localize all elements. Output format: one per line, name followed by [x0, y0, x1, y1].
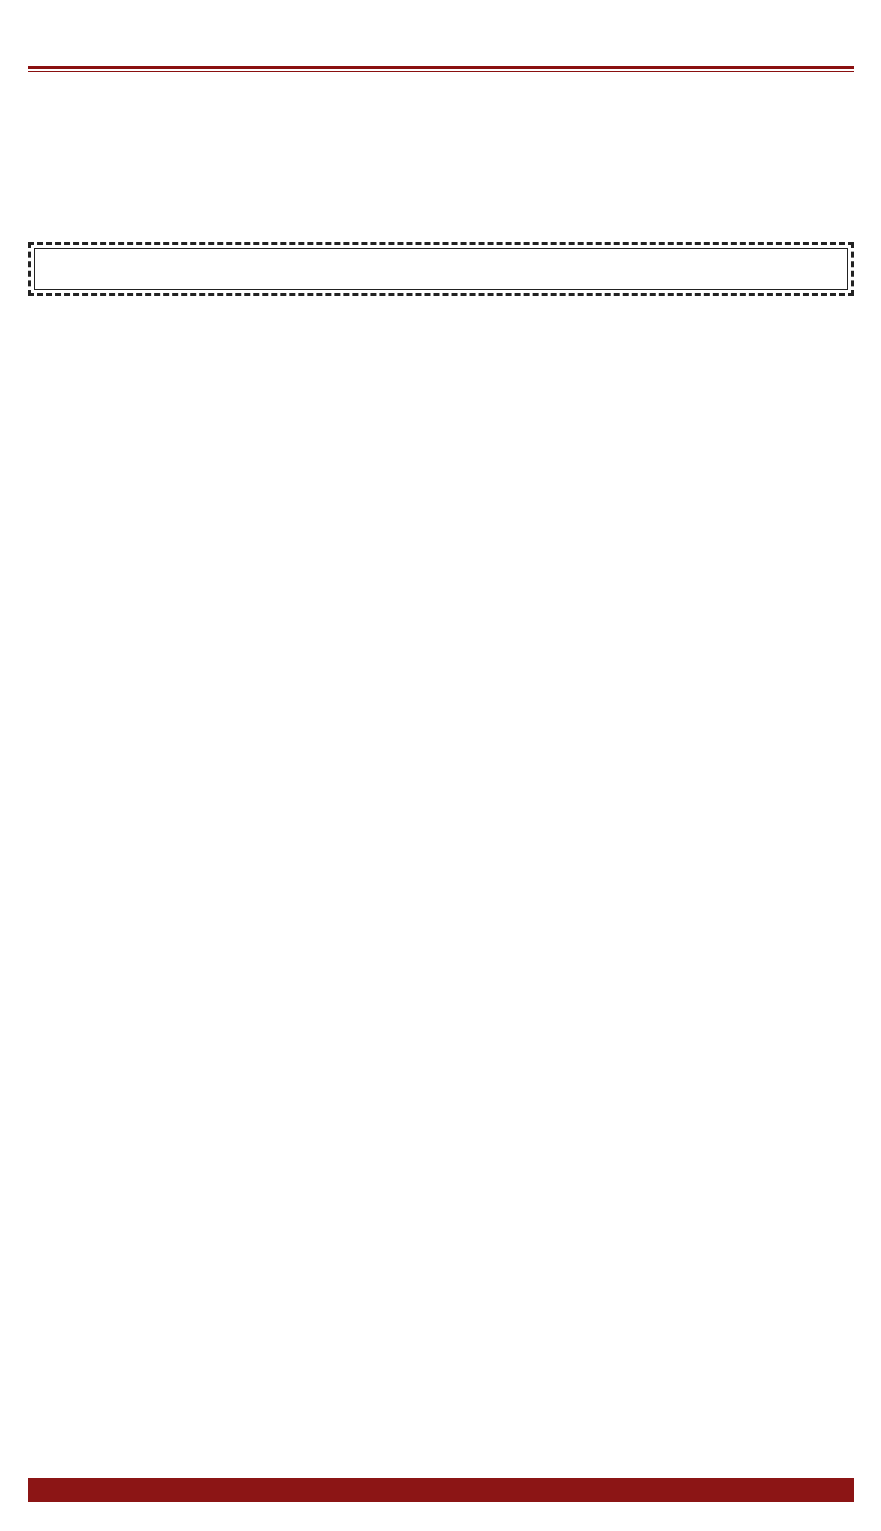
- header-rule-thin: [28, 71, 854, 72]
- header-left: [44, 22, 60, 52]
- page-number: [0, 16, 881, 46]
- chapter-box: [28, 242, 854, 296]
- footer-bar: [28, 1478, 854, 1502]
- header-rule: [28, 66, 854, 69]
